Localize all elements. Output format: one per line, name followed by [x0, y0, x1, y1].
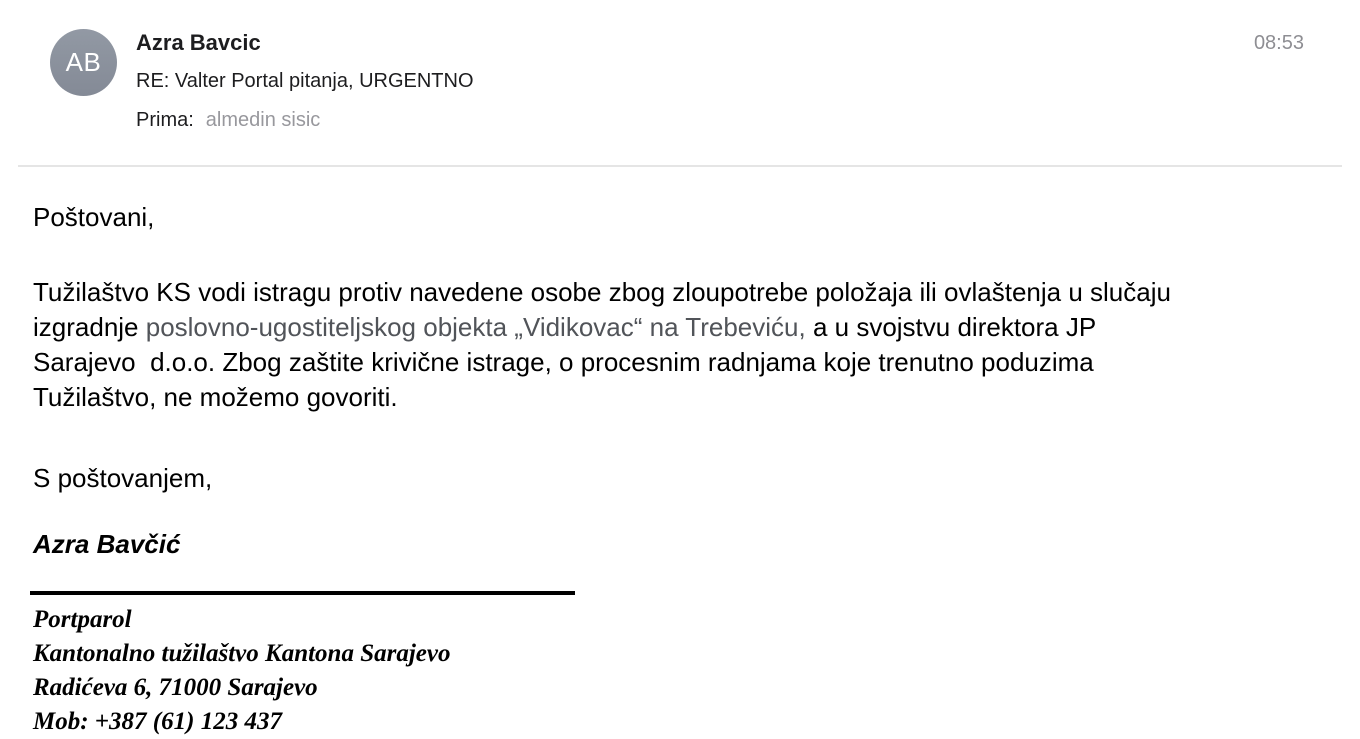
paragraph-text: Sarajevo d.o.o. Zbog zaštite krivične istrage, o procesnim radnjama koje trenutno poduzima	[33, 347, 1094, 377]
avatar-initials: AB	[65, 47, 102, 77]
signature-name: Azra Bavčić	[33, 529, 181, 559]
sender-avatar[interactable]	[50, 29, 117, 96]
paragraph-text: izgradnje	[33, 312, 146, 342]
signature-line: Portparol	[33, 606, 132, 633]
subject-line: RE: Valter Portal pitanja, URGENTNO	[136, 70, 474, 92]
header-divider	[18, 165, 1342, 167]
paragraph-text: Tužilaštvo KS vodi istragu protiv navedene osobe zbog zloupotrebe položaja ili ovlaštenja u slučaju	[33, 277, 1171, 307]
signature-line: Radićeva 6, 71000 Sarajevo	[33, 674, 318, 701]
header-text-block	[136, 30, 474, 132]
message-time: 08:53	[1253, 32, 1304, 54]
signature-line: Kantonalno tužilaštvo Kantona Sarajevo	[33, 640, 451, 667]
message-header	[0, 0, 1360, 166]
to-label: Prima:	[136, 109, 194, 131]
recipient-row	[136, 108, 474, 132]
paragraph-text: Tužilaštvo, ne možemo govoriti.	[33, 382, 398, 412]
paragraph-line	[33, 275, 1171, 310]
sender-name[interactable]: Azra Bavcic	[136, 30, 261, 55]
body-paragraph-case	[33, 275, 1171, 415]
signature-line: Mob: +387 (61) 123 437	[33, 708, 282, 735]
paragraph-line	[33, 310, 1171, 345]
signature-divider-line	[30, 591, 575, 595]
highlighted-case-text: poslovno-ugostiteljskog objekta „Vidikovac“ na Trebeviću,	[145, 312, 806, 342]
salutation: Poštovani,	[33, 202, 155, 232]
paragraph-line	[33, 345, 1171, 380]
to-recipient[interactable]: almedin sisic	[205, 109, 321, 131]
signature-block	[33, 603, 450, 739]
paragraph-text: a u svojstvu direktora JP	[805, 312, 1097, 342]
closing-line: S poštovanjem,	[33, 463, 213, 493]
paragraph-line	[33, 380, 1171, 415]
